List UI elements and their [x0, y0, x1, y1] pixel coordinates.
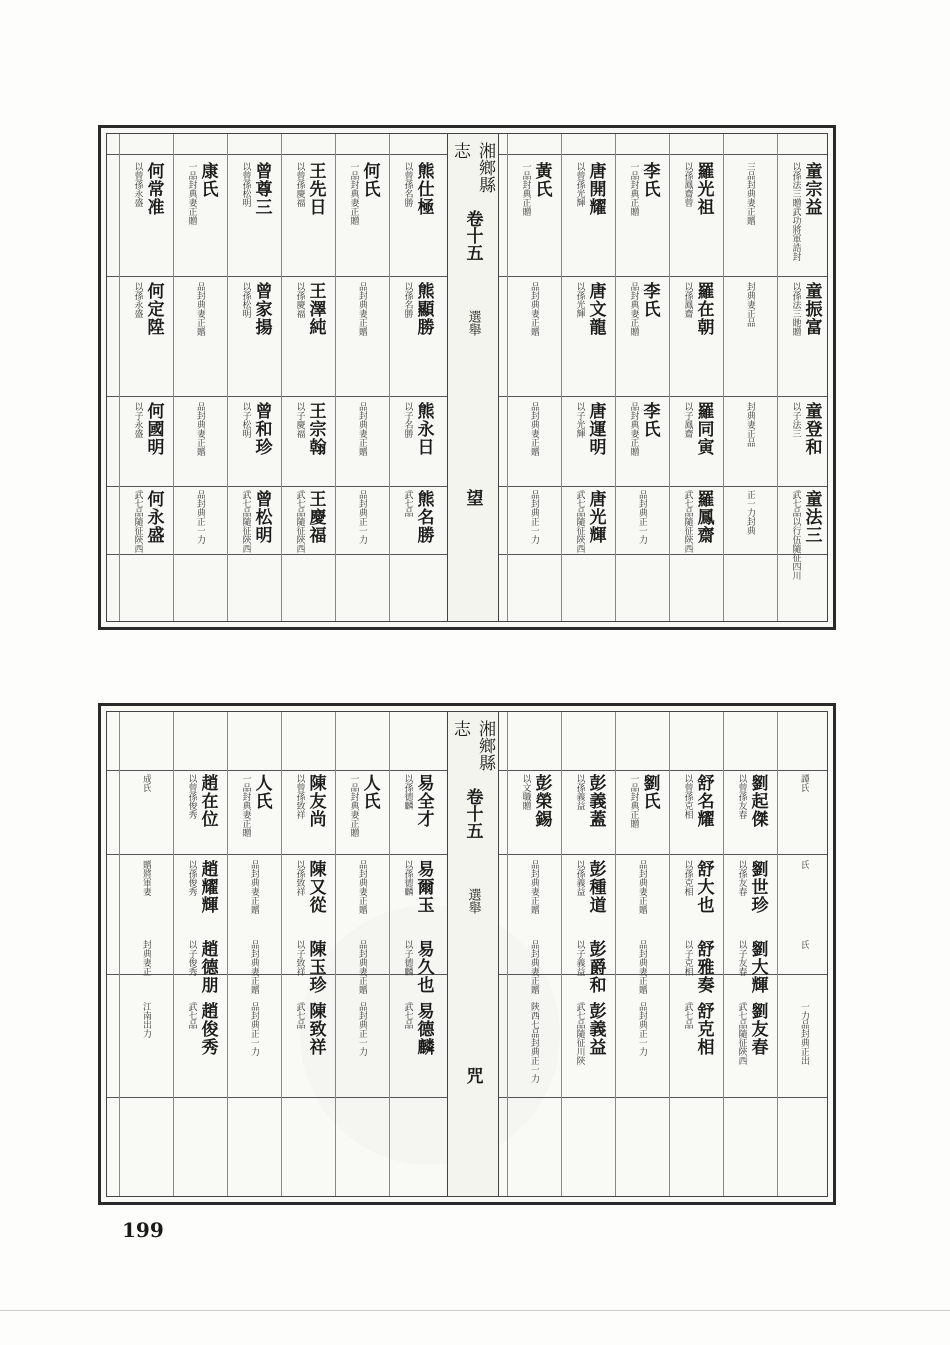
- record-entry: [282, 162, 336, 216]
- person-name: 趙俊秀: [197, 1002, 218, 1056]
- center-gutter: [447, 712, 499, 1196]
- person-note: 品封典妻正贈: [529, 402, 539, 456]
- person-note: 品封典正一力: [529, 490, 539, 544]
- person-name: 人氏: [251, 774, 272, 810]
- record-entry: [228, 490, 282, 553]
- record-entry: [120, 282, 174, 336]
- person-note: 以曾孫光輝: [574, 162, 585, 207]
- record-column: [389, 712, 444, 1196]
- person-name: 熊仕極: [413, 162, 434, 216]
- record-entry: [390, 490, 444, 544]
- person-note: 品封典妻正贈: [637, 860, 647, 914]
- person-name: 曾尊三: [251, 162, 272, 216]
- person-name: 羅同寅: [693, 402, 714, 456]
- running-title: 湘鄉縣志: [450, 720, 495, 771]
- record-entry: [282, 774, 336, 828]
- person-name: 彭爵和: [585, 940, 606, 994]
- record-entry: [616, 940, 670, 994]
- person-note: 以曾孫俊秀: [186, 774, 197, 819]
- record-entry: [724, 282, 778, 327]
- person-name: 趙耀輝: [197, 860, 218, 914]
- record-entry: [174, 282, 228, 336]
- record-entry: [174, 774, 228, 828]
- person-name: 何永盛: [143, 490, 164, 544]
- person-note: 以孫名勝: [402, 282, 413, 318]
- record-entry: [336, 1002, 390, 1056]
- person-note: 以孫致祥: [294, 860, 305, 896]
- person-note: 品封典妻正贈: [529, 940, 539, 994]
- person-note: 一品封典妻正贈: [348, 774, 359, 837]
- record-column: [119, 134, 174, 621]
- record-entry: [724, 774, 778, 828]
- person-name: 彭榮錫: [531, 774, 552, 828]
- person-note: 以孫法三贈武功將軍誥封: [790, 162, 801, 261]
- person-note: 一品封典正贈: [628, 774, 639, 828]
- person-name: 趙德朋: [197, 940, 218, 994]
- person-note: 氏: [799, 940, 809, 949]
- record-entry: [616, 490, 670, 544]
- record-column: [173, 134, 228, 621]
- person-name: 李氏: [639, 282, 660, 318]
- person-note: 品封典正一力: [637, 1002, 647, 1056]
- person-note: 武七品隨征陝西: [240, 490, 251, 553]
- record-entry: [724, 940, 778, 994]
- person-note: 武七品隨征川陝: [574, 1002, 585, 1065]
- person-note: 以孫鳳齋曾: [682, 162, 693, 207]
- person-note: 以子法三: [790, 402, 801, 438]
- person-note: 以孫鳳齋: [682, 282, 693, 318]
- record-entry: [228, 774, 282, 837]
- record-column: [281, 712, 336, 1196]
- person-note: 以子松明: [240, 402, 251, 438]
- person-name: 彭種道: [585, 860, 606, 914]
- record-entry: [778, 774, 832, 792]
- person-name: 舒克相: [693, 1002, 714, 1056]
- person-name: 易久也: [413, 940, 434, 994]
- person-note: 以子克相: [682, 940, 693, 976]
- person-name: 何氏: [359, 162, 380, 198]
- record-entry: [724, 860, 778, 914]
- person-note: 以孫德麟: [402, 860, 413, 896]
- record-entry: [670, 774, 724, 828]
- person-note: 以曾孫友春: [736, 774, 747, 819]
- record-entry: [282, 490, 336, 553]
- record-entry: [336, 162, 390, 225]
- record-entry: [508, 774, 562, 828]
- record-entry: [508, 402, 562, 456]
- person-note: 譚氏: [799, 774, 809, 792]
- record-entry: [120, 1002, 174, 1038]
- volume-label: 卷十五: [462, 788, 483, 839]
- person-note: 以子義益: [574, 940, 585, 976]
- person-note: 品封典妻正贈: [529, 282, 539, 336]
- person-note: 封典妻正: [141, 940, 151, 976]
- page-number: 199: [122, 1218, 164, 1242]
- record-entry: [724, 490, 778, 535]
- record-entry: [562, 490, 616, 553]
- person-note: 品封典正一力: [357, 1002, 367, 1056]
- record-entry: [228, 402, 282, 456]
- person-note: 武七品隨征陝西: [682, 490, 693, 553]
- section-label: 選舉: [465, 310, 481, 336]
- person-note: 品封典妻正贈: [357, 402, 367, 456]
- person-name: 羅在朝: [693, 282, 714, 336]
- person-note: 以孫松明: [240, 282, 251, 318]
- person-note: 贈將軍妻: [141, 860, 151, 896]
- person-note: 品封典妻正贈: [195, 402, 205, 456]
- person-name: 李氏: [639, 162, 660, 198]
- record-entry: [778, 282, 832, 336]
- person-note: 一品封典正贈: [520, 162, 531, 216]
- person-note: 一力品封典正出: [799, 1002, 809, 1065]
- person-note: 武七品隨征陝西: [736, 1002, 747, 1065]
- person-note: 以孫德麟: [402, 774, 413, 810]
- person-note: 陝西七品封典正一力: [529, 1002, 539, 1083]
- person-note: 品封典妻正贈: [357, 860, 367, 914]
- person-note: 品封典妻正贈: [628, 402, 639, 456]
- person-note: 武七品隨征陝西: [574, 490, 585, 553]
- person-note: 品封典正一力: [637, 490, 647, 544]
- person-note: 品封典妻正贈: [628, 282, 639, 336]
- person-name: 易爾玉: [413, 860, 434, 914]
- person-name: 何常准: [143, 162, 164, 216]
- record-column: [561, 712, 616, 1196]
- person-name: 康氏: [197, 162, 218, 198]
- person-name: 陳又從: [305, 860, 326, 914]
- person-note: 以文職贈: [520, 774, 531, 810]
- record-column: [335, 712, 390, 1196]
- person-name: 舒雅奏: [693, 940, 714, 994]
- person-note: 以孫義益: [574, 774, 585, 810]
- person-name: 唐開耀: [585, 162, 606, 216]
- record-column: [723, 712, 778, 1196]
- person-name: 熊永日: [413, 402, 434, 456]
- person-note: 氏: [799, 860, 809, 869]
- record-entry: [778, 162, 832, 261]
- person-note: 以孫俊秀: [186, 860, 197, 896]
- record-entry: [616, 282, 670, 336]
- bottom-divider: [0, 1310, 950, 1311]
- person-name: 舒大也: [693, 860, 714, 914]
- person-name: 王澤純: [305, 282, 326, 336]
- person-note: 以曾孫致祥: [294, 774, 305, 819]
- person-note: 武七品: [186, 1002, 197, 1029]
- person-note: 武七品以行伍隨征四川: [790, 490, 801, 580]
- record-entry: [336, 860, 390, 914]
- record-entry: [616, 1002, 670, 1056]
- person-note: 三品封典妻正贈: [745, 162, 755, 225]
- record-entry: [670, 282, 724, 336]
- person-name: 曾松明: [251, 490, 272, 544]
- record-entry: [670, 490, 724, 553]
- person-note: 品封典妻正贈: [529, 860, 539, 914]
- person-note: 以子鳳齋: [682, 402, 693, 438]
- upper-page: [98, 125, 836, 630]
- record-entry: [616, 774, 670, 828]
- record-entry: [120, 940, 174, 976]
- person-note: 以曾孫慶福: [294, 162, 305, 207]
- center-gutter: [447, 134, 499, 621]
- person-note: 武七品: [682, 1002, 693, 1029]
- record-entry: [228, 860, 282, 914]
- record-entry: [508, 490, 562, 544]
- person-note: 品封典妻正贈: [249, 860, 259, 914]
- record-entry: [508, 940, 562, 994]
- record-column: [173, 712, 228, 1196]
- person-name: 彭義蓋: [585, 774, 606, 828]
- person-note: 以曾孫松明: [240, 162, 251, 207]
- record-entry: [174, 1002, 228, 1056]
- person-name: 羅光祖: [693, 162, 714, 216]
- record-entry: [616, 402, 670, 456]
- person-name: 舒名耀: [693, 774, 714, 828]
- person-name: 唐文龍: [585, 282, 606, 336]
- record-entry: [562, 774, 616, 828]
- record-entry: [282, 1002, 336, 1056]
- person-name: 童振富: [801, 282, 822, 336]
- record-column: [669, 134, 724, 621]
- record-entry: [336, 490, 390, 544]
- person-note: 以子德麟: [402, 940, 413, 976]
- person-name: 趙在位: [197, 774, 218, 828]
- person-name: 劉氏: [639, 774, 660, 810]
- person-note: 以子光輝: [574, 402, 585, 438]
- record-entry: [282, 940, 336, 994]
- person-name: 唐運明: [585, 402, 606, 456]
- record-entry: [616, 860, 670, 914]
- record-column: [723, 134, 778, 621]
- person-note: 封典妻正品: [745, 282, 755, 327]
- person-name: 唐光輝: [585, 490, 606, 544]
- folio-number: 咒: [462, 1067, 483, 1084]
- person-note: 正一力封典: [745, 490, 755, 535]
- person-note: 以子永盛: [132, 402, 143, 438]
- person-name: 劉大輝: [747, 940, 768, 994]
- person-name: 劉世珍: [747, 860, 768, 914]
- person-note: 品封典正一力: [249, 1002, 259, 1056]
- record-entry: [120, 402, 174, 456]
- record-entry: [724, 1002, 778, 1065]
- record-entry: [174, 402, 228, 456]
- record-entry: [508, 282, 562, 336]
- person-name: 劉友春: [747, 1002, 768, 1056]
- record-entry: [670, 940, 724, 994]
- record-column: [561, 134, 616, 621]
- record-entry: [390, 282, 444, 336]
- record-entry: [778, 490, 832, 580]
- record-entry: [336, 774, 390, 837]
- lower-page-frame: [106, 711, 828, 1197]
- person-note: 封典妻正品: [745, 402, 755, 447]
- person-note: 以孫永盛: [132, 282, 143, 318]
- record-entry: [174, 860, 228, 914]
- person-note: 武七品: [402, 1002, 413, 1029]
- record-entry: [390, 402, 444, 456]
- person-note: 品封典正一力: [195, 490, 205, 544]
- record-entry: [336, 940, 390, 994]
- record-entry: [174, 490, 228, 544]
- person-name: 易全才: [413, 774, 434, 828]
- record-entry: [724, 162, 778, 225]
- record-entry: [562, 1002, 616, 1065]
- person-note: 武七品: [294, 1002, 305, 1029]
- record-entry: [174, 940, 228, 994]
- record-entry: [120, 860, 174, 896]
- person-note: 成氏: [141, 774, 151, 792]
- person-note: 武七品: [402, 490, 413, 517]
- person-name: 易德麟: [413, 1002, 434, 1056]
- record-entry: [616, 162, 670, 216]
- record-entry: [174, 162, 228, 225]
- person-note: 品封典妻正贈: [195, 282, 205, 336]
- person-note: 以孫光輝: [574, 282, 585, 318]
- record-entry: [228, 940, 282, 994]
- record-entry: [120, 774, 174, 792]
- record-entry: [120, 162, 174, 216]
- person-note: 以曾孫永盛: [132, 162, 143, 207]
- person-note: 江南出力: [141, 1002, 151, 1038]
- record-entry: [228, 1002, 282, 1056]
- person-note: 以子慶福: [294, 402, 305, 438]
- person-name: 李氏: [639, 402, 660, 438]
- person-note: 以子俊秀: [186, 940, 197, 976]
- person-name: 陳致祥: [305, 1002, 326, 1056]
- person-name: 何國明: [143, 402, 164, 456]
- person-note: 以子致祥: [294, 940, 305, 976]
- person-note: 以曾孫克相: [682, 774, 693, 819]
- record-entry: [390, 860, 444, 914]
- record-column: [777, 134, 832, 621]
- record-column: [669, 712, 724, 1196]
- record-entry: [390, 162, 444, 216]
- record-entry: [228, 282, 282, 336]
- person-name: 童法三: [801, 490, 822, 544]
- person-name: 王宗翰: [305, 402, 326, 456]
- person-name: 陳友尚: [305, 774, 326, 828]
- record-entry: [282, 282, 336, 336]
- person-note: 一品封典正贈: [628, 162, 639, 216]
- person-name: 曾家揚: [251, 282, 272, 336]
- person-name: 羅鳳齋: [693, 490, 714, 544]
- record-column: [281, 134, 336, 621]
- record-entry: [778, 860, 832, 869]
- person-note: 品封典妻正贈: [249, 940, 259, 994]
- person-name: 王先日: [305, 162, 326, 216]
- person-name: 童登和: [801, 402, 822, 456]
- record-entry: [778, 402, 832, 456]
- person-note: 品封典妻正贈: [637, 940, 647, 994]
- person-note: 武七品隨征陝西: [294, 490, 305, 553]
- person-note: 一品封典妻正贈: [348, 162, 359, 225]
- record-entry: [670, 860, 724, 914]
- record-entry: [120, 490, 174, 553]
- person-note: 一品封典妻正贈: [186, 162, 197, 225]
- person-note: 以曾孫名勝: [402, 162, 413, 207]
- person-name: 熊顯勝: [413, 282, 434, 336]
- record-entry: [562, 162, 616, 216]
- record-column: [777, 712, 832, 1196]
- record-entry: [508, 860, 562, 914]
- person-note: 品封典妻正贈: [357, 940, 367, 994]
- record-column: [615, 134, 670, 621]
- upper-page-frame: [106, 133, 828, 622]
- record-entry: [336, 402, 390, 456]
- person-note: 以子友春: [736, 940, 747, 976]
- person-name: 陳玉珍: [305, 940, 326, 994]
- record-entry: [778, 940, 832, 949]
- person-name: 何定陞: [143, 282, 164, 336]
- record-entry: [390, 774, 444, 828]
- person-name: 人氏: [359, 774, 380, 810]
- person-name: 熊名勝: [413, 490, 434, 544]
- person-note: 品封典正一力: [357, 490, 367, 544]
- record-entry: [670, 1002, 724, 1056]
- person-note: 以孫法三貤贈: [790, 282, 801, 336]
- record-entry: [562, 940, 616, 994]
- running-title: 湘鄉縣志: [450, 142, 495, 193]
- record-entry: [562, 282, 616, 336]
- volume-label: 卷十五: [462, 210, 483, 261]
- record-column: [335, 134, 390, 621]
- record-entry: [228, 162, 282, 216]
- record-entry: [282, 860, 336, 914]
- record-column: [507, 134, 562, 621]
- person-note: 武七品隨征陝西: [132, 490, 143, 553]
- person-name: 曾和珍: [251, 402, 272, 456]
- record-entry: [390, 940, 444, 994]
- record-entry: [670, 162, 724, 216]
- person-name: 彭義益: [585, 1002, 606, 1056]
- record-column: [227, 712, 282, 1196]
- person-note: 以孫友春: [736, 860, 747, 896]
- record-entry: [670, 402, 724, 456]
- folio-number: 望: [462, 489, 483, 506]
- section-label: 選舉: [465, 888, 481, 914]
- record-entry: [562, 402, 616, 456]
- record-column: [507, 712, 562, 1196]
- record-column: [389, 134, 444, 621]
- record-entry: [390, 1002, 444, 1056]
- lower-page: [98, 703, 836, 1205]
- record-entry: [778, 1002, 832, 1065]
- record-column: [227, 134, 282, 621]
- person-note: 一品封典妻正贈: [240, 774, 251, 837]
- record-column: [615, 712, 670, 1196]
- person-name: 童宗益: [801, 162, 822, 216]
- person-name: 黃氏: [531, 162, 552, 198]
- record-column: [119, 712, 174, 1196]
- person-name: 王慶福: [305, 490, 326, 544]
- person-note: 以孫慶福: [294, 282, 305, 318]
- record-entry: [336, 282, 390, 336]
- person-note: 以孫克相: [682, 860, 693, 896]
- record-entry: [562, 860, 616, 914]
- record-entry: [282, 402, 336, 456]
- record-entry: [724, 402, 778, 447]
- record-entry: [508, 162, 562, 216]
- record-entry: [508, 1002, 562, 1083]
- person-note: 以子名勝: [402, 402, 413, 438]
- person-note: 以孫義益: [574, 860, 585, 896]
- person-note: 品封典妻正贈: [357, 282, 367, 336]
- person-name: 劉起傑: [747, 774, 768, 828]
